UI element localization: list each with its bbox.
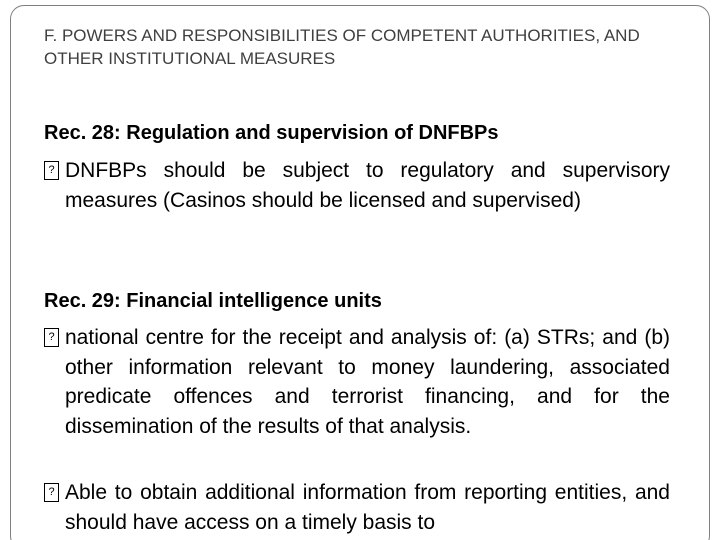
rec-28-bullet-1 (44, 156, 670, 215)
bullet-text: DNFBPs should be subject to regulatory and supervisory measures (Casinos should be licensed and supervised) (65, 159, 670, 212)
rec-29-heading: Rec. 29: Financial intelligence units (44, 290, 382, 312)
slide-title: F. POWERS AND RESPONSIBILITIES OF COMPETENT AUTHORITIES, AND OTHER INSTITUTIONAL MEASURES (44, 26, 640, 68)
slide-frame (10, 5, 710, 540)
bullet-text: Able to obtain additional information from reporting entities, and should have access on a timely basis to (65, 481, 670, 534)
rec-28-heading: Rec. 28: Regulation and supervision of DNFBPs (44, 122, 499, 144)
bullet-marker-icon: ? (44, 161, 59, 180)
rec-29-bullet-2 (44, 478, 670, 537)
bullet-text: national centre for the receipt and analysis of: (a) STRs; and (b) other information relevant to money laundering, associated predicate offences and terrorist financing, and for the dissemination of the results of that analysis. (65, 326, 670, 438)
bullet-marker-icon: ? (44, 483, 59, 502)
bullet-marker-icon: ? (44, 328, 59, 347)
rec-29-bullet-1 (44, 323, 670, 441)
